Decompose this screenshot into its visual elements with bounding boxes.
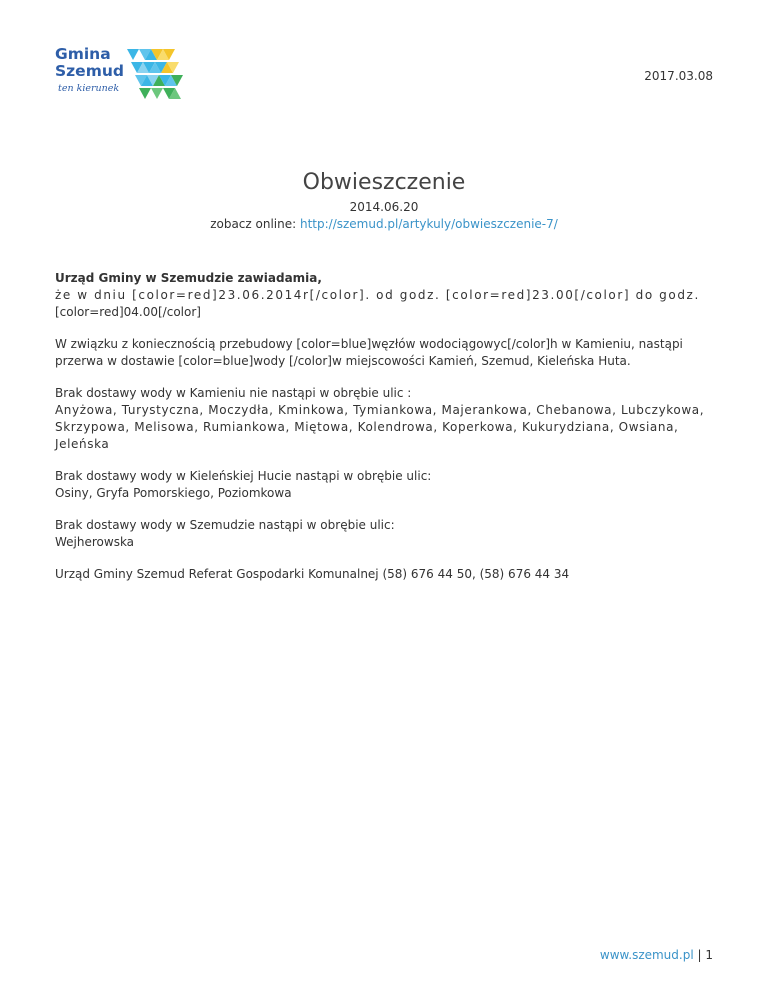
szemud-paragraph [55, 517, 713, 551]
logo-slogan: ten kierunek [58, 83, 120, 94]
logo-text [55, 46, 124, 80]
print-date: 2017.03.08 [644, 69, 713, 83]
logo-line-2: Szemud [55, 62, 124, 80]
announcement-heading: Urząd Gminy w Szemudzie zawiadamia, [55, 271, 322, 285]
logo-line-1: Gmina [55, 45, 111, 63]
kielenska-streets: Osiny, Gryfa Pomorskiego, Poziomkowa [55, 486, 292, 500]
online-link-line [0, 217, 768, 231]
kielenska-paragraph [55, 468, 713, 502]
announcement-line-1: że w dniu [color=red]23.06.2014r[/color]. od godz. [color=red]23.00[/color] do godz. [55, 288, 700, 302]
interruption-paragraph: W związku z koniecznością przebudowy [color=blue]węzłów wodociągowyc[/color]h w Kamieniu, nastąpi przerwa w dostawie [color=blue]wody [/color]w miejscowości Kamień, Szemud, Kieleńska Huta. [55, 337, 683, 368]
gmina-szemud-logo [55, 46, 190, 102]
page-footer [600, 948, 713, 962]
kamien-title: Brak dostawy wody w Kamieniu nie nastąpi w obrębie ulic : [55, 386, 412, 400]
online-link[interactable]: http://szemud.pl/artykuly/obwieszczenie-7/ [299, 217, 558, 231]
page-number: 1 [705, 948, 713, 962]
document-date: 2014.06.20 [349, 200, 419, 214]
footer-site-link[interactable]: www.szemud.pl [599, 948, 694, 962]
online-label: zobacz online: [210, 217, 300, 231]
announcement-paragraph [55, 270, 713, 321]
page-title: Obwieszczenie [302, 170, 466, 195]
footer-separator: | [693, 948, 706, 962]
document-body [55, 270, 713, 598]
kielenska-title: Brak dostawy wody w Kieleńskiej Hucie nastąpi w obrębie ulic: [55, 469, 432, 483]
announcement-line-2: [color=red]04.00[/color] [55, 305, 201, 319]
kamien-streets: Anyżowa, Turystyczna, Moczydła, Kminkowa, Tymiankowa, Majerankowa, Chebanowa, Lubczykowa, Skrzypowa, Melisowa, Rumiankowa, Miętowa, Kolendrowa, Koperkowa, Kukurydziana, Owsiana, Jeleńska [55, 403, 705, 451]
szemud-streets: Wejherowska [55, 535, 135, 549]
logo-triangles-icon [127, 49, 187, 101]
contact-paragraph: Urząd Gminy Szemud Referat Gospodarki Komunalnej (58) 676 44 50, (58) 676 44 34 [55, 567, 570, 581]
szemud-title: Brak dostawy wody w Szemudzie nastąpi w obrębie ulic: [55, 518, 395, 532]
kamien-paragraph [55, 385, 713, 453]
